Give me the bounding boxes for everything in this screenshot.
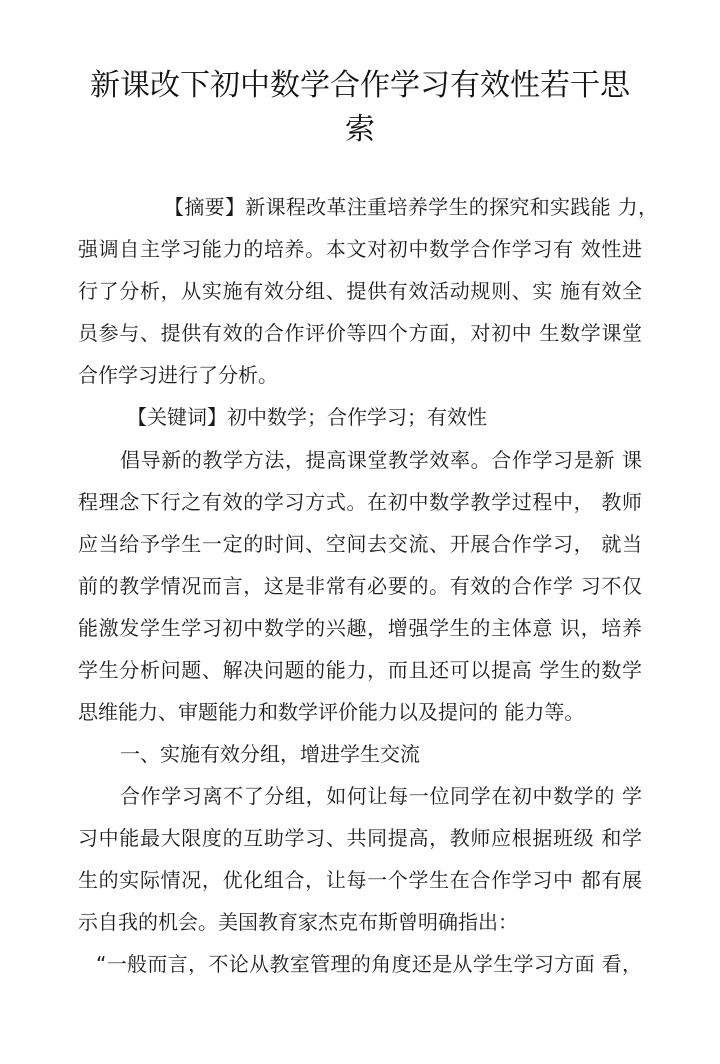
document-title-line-1: 新课改下初中数学合作学习有效性若干思 (90, 68, 630, 103)
body-line: 倡导新的教学方法，提高课堂教学效率。合作学习是新 课 (120, 448, 642, 472)
body-line: 能激发学生学习初中数学的兴趣，增强学生的主体意 识，培养 (78, 616, 642, 640)
body-line: 程理念下行之有效的学习方式。在初中数学教学过程中， 教师 (78, 490, 642, 514)
body-line: 示自我的机会。美国教育家杰克布斯曾明确指出： (78, 910, 518, 934)
body-line: 前的教学情况而言，这是非常有必要的。有效的合作学 习不仅 (78, 574, 642, 598)
body-line: 生的实际情况，优化组合，让每一个学生在合作学习中 都有展 (78, 868, 642, 892)
abstract-line: 行了分析，从实施有效分组、提供有效活动规则、实 施有效全 (78, 279, 642, 303)
abstract-line: 强调自主学习能力的培养。本文对初中数学合作学习有 效性进 (78, 237, 642, 261)
body-line: 合作学习离不了分组，如何让每一位同学在初中数学的 学 (120, 784, 642, 808)
keywords-line: 【关键词】初中数学；合作学习；有效性 (127, 405, 487, 429)
body-line: 习中能最大限度的互助学习、共同提高，教师应根据班级 和学 (78, 826, 642, 850)
abstract-line: 员参与、提供有效的合作评价等四个方面，对初中 生数学课堂 (78, 321, 642, 345)
abstract-line: 【摘要】新课程改革注重培养学生的探究和实践能 力， (164, 195, 658, 219)
section-heading: 一、实施有效分组，增进学生交流 (120, 742, 420, 766)
document-title-line-2: 索 (345, 112, 375, 147)
abstract-line: 合作学习进行了分析。 (78, 363, 278, 387)
body-line: 学生分析问题、解决问题的能力，而且还可以提高 学生的数学 (78, 658, 642, 682)
body-line: 应当给予学生一定的时间、空间去交流、开展合作学习， 就当 (78, 532, 642, 556)
body-line: 思维能力、审题能力和数学评价能力以及提问的 能力等。 (78, 700, 585, 724)
quote-line: “一般而言，不论从教室管理的角度还是从学生学习方面 看， (96, 952, 642, 976)
